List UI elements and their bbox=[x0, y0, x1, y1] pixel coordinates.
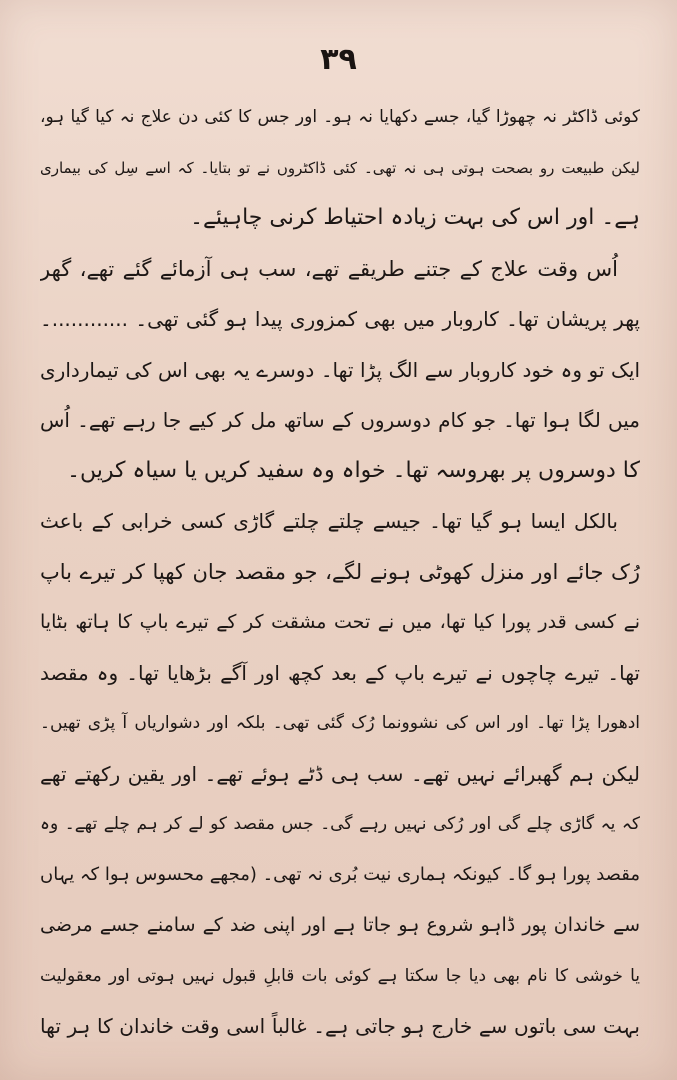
text-line: بالکل ایسا ہو گیا تھا۔ جیسے چلتے چلتے گاڑی کسی خرابی کے باعث bbox=[40, 509, 618, 533]
text-line: میں لگا ہوا تھا۔ جو کام دوسروں کے ساتھ مل کر کیے جا رہے تھے۔ اُس bbox=[40, 408, 640, 432]
body-text bbox=[40, 92, 640, 1052]
text-line: لیکن ہم گھبرائے نہیں تھے۔ سب ہی ڈٹے ہوئے تھے۔ اور یقین رکھتے تھے bbox=[40, 761, 640, 786]
text-line: رُک جائے اور منزل کھوٹی ہونے لگے، جو مقصد جان کھپا کر تیرے باپ bbox=[40, 559, 640, 584]
text-line: کہ یہ گاڑی چلے گی اور رُکی نہیں رہے گی۔ جس مقصد کو لے کر ہم چلے تھے۔ وہ bbox=[40, 814, 640, 834]
text-line: ادھورا پڑا تھا۔ اور اس کی نشوونما رُک گئی تھی۔ بلکہ اور دشواریاں آ پڑی تھیں۔ bbox=[40, 713, 640, 733]
page-number: ۳۹ bbox=[320, 42, 357, 77]
text-line: پھر پریشان تھا۔ کاروبار میں بھی کمزوری پیدا ہو گئی تھی۔ ............۔ bbox=[40, 307, 640, 331]
text-line: ایک تو وہ خود کاروبار سے الگ پڑا تھا۔ دوسرے یہ بھی اس کی تیمارداری bbox=[40, 357, 640, 382]
text-line: تھا۔ تیرے چاچوں نے تیرے باپ کے بعد کچھ اور آگے بڑھایا تھا۔ وہ مقصد bbox=[40, 660, 640, 685]
text-line: بہت سی باتوں سے خارج ہو جاتی ہے۔ غالباً اسی وقت خاندان کا ہر تھا bbox=[40, 1014, 640, 1038]
text-line: کا دوسروں پر بھروسہ تھا۔ خواہ وہ سفید کریں یا سیاہ کریں۔ bbox=[67, 457, 640, 483]
text-line: مقصد پورا ہو گا۔ کیونکہ ہماری نیت بُری نہ تھی۔ (مجھے محسوس ہوا کہ یہاں bbox=[40, 863, 640, 885]
text-line: کوئی ڈاکٹر نہ چھوڑا گیا، جسے دکھایا نہ ہو۔ اور جس کا کئی دن علاج نہ کیا گیا ہو، bbox=[40, 107, 640, 127]
text-line: لیکن طبیعت رو بصحت ہوتی ہی نہ تھی۔ کئی ڈاکٹروں نے تو بتایا۔ کہ اسے سِل کی بیماری bbox=[40, 158, 640, 177]
text-line: سے خاندان پور ڈاہو شروع ہو جاتا ہے اور اپنی ضد کے سامنے جسے مرضی bbox=[40, 914, 640, 936]
text-line: نے کسی قدر پورا کیا تھا، میں نے تحت مشقت کر کے تیرے باپ کا ہاتھ بٹایا bbox=[40, 611, 640, 633]
text-line: اُس وقت علاج کے جتنے طریقے تھے، سب ہی آزمائے گئے تھے، گھر bbox=[40, 256, 618, 281]
text-line: ہے۔ اور اس کی بہت زیادہ احتیاط کرنی چاہیئے۔ bbox=[190, 205, 640, 230]
text-line: یا خوشی کا نام بھی دیا جا سکتا ہے کوئی بات قابلِ قبول نہیں ہوتی اور معقولیت bbox=[40, 965, 640, 986]
